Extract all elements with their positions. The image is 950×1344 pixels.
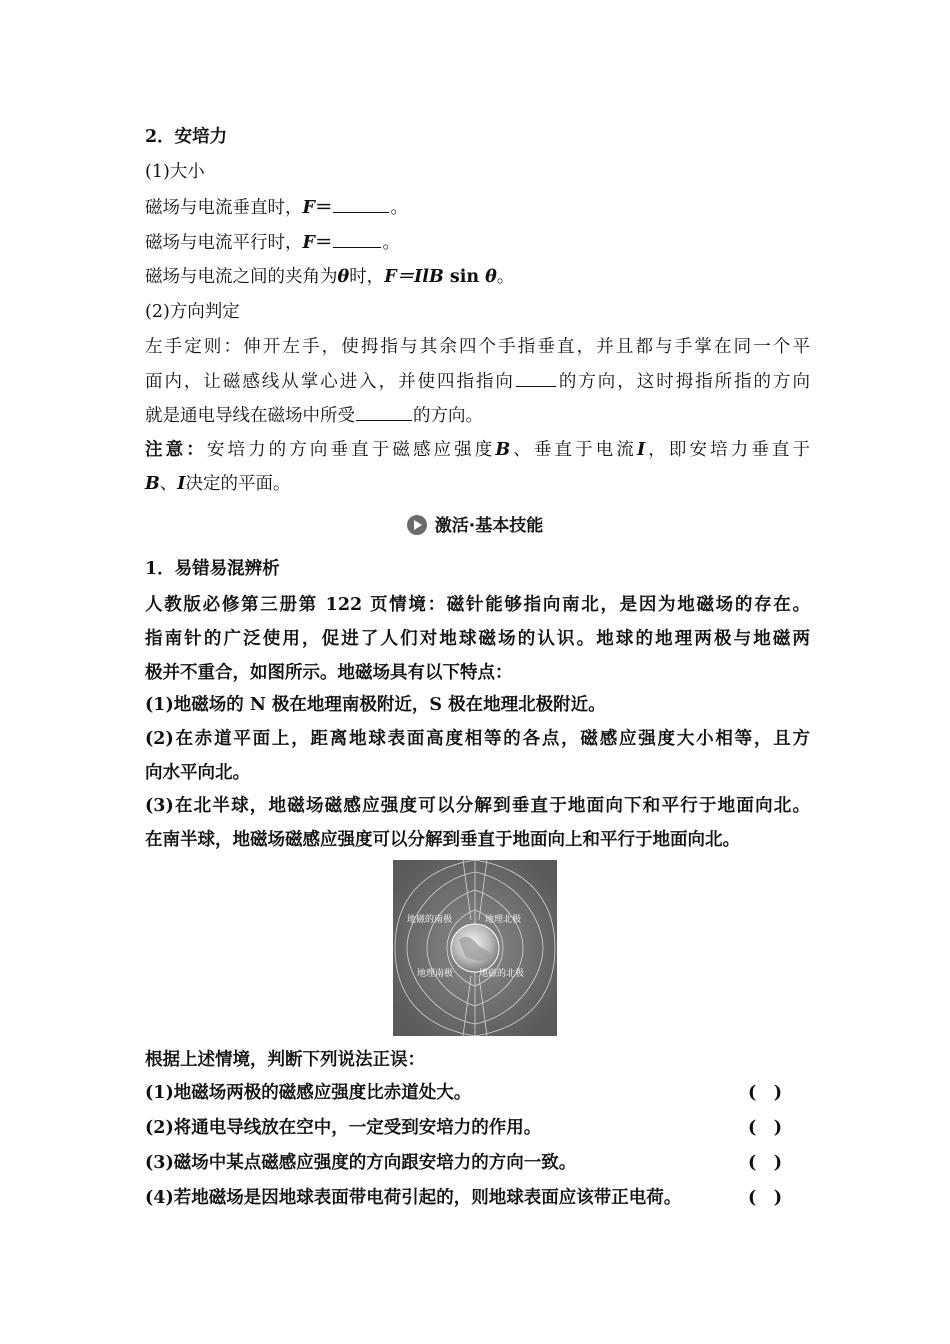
- note-text: 安培力的方向垂直于磁感应强度: [206, 440, 496, 460]
- statement-4: (4)若地磁场是因地球表面带电荷引起的，则地球表面应该带正电荷。: [145, 1188, 682, 1208]
- equals-sign: ＝: [314, 233, 333, 253]
- period: 。: [496, 267, 515, 287]
- answer-blank[interactable]: [333, 230, 381, 248]
- var-b: B: [495, 440, 511, 460]
- activate-title: 激活·基本技能: [434, 516, 544, 536]
- rule-text: 就是通电导线在磁场中所受: [145, 406, 355, 426]
- feature-3-line-1: (3)在北半球，地磁场磁感应强度可以分解到垂直于地面向下和平行于地面向北。: [145, 796, 810, 816]
- answer-blank[interactable]: [356, 403, 412, 421]
- left-hand-rule-line-1: 左手定则：伸开左手，使拇指与其余四个手指垂直，并且都与手掌在同一个平: [145, 337, 810, 357]
- statement-1: (1)地磁场两极的磁感应强度比赤道处大。: [145, 1083, 472, 1103]
- note-line-1: [145, 438, 810, 462]
- parallel-text: 磁场与电流平行时，: [145, 233, 303, 253]
- subheading-size: (1)大小: [145, 162, 205, 182]
- answer-parentheses[interactable]: ( ): [748, 1083, 783, 1103]
- field-lines-diagram: [393, 860, 557, 1036]
- rule-text: 的方向，这时拇指所指的方向: [556, 372, 810, 392]
- left-hand-rule-line-3: [145, 403, 810, 428]
- label-geomagnetic-north: 地磁的北极: [479, 969, 525, 979]
- play-circle-icon: [407, 515, 427, 535]
- statement-2: (2)将通电导线放在空中，一定受到安培力的作用。: [145, 1118, 542, 1138]
- answer-parentheses[interactable]: ( ): [748, 1153, 783, 1173]
- rule-text: 的方向。: [413, 406, 483, 426]
- var-b: B: [145, 474, 160, 494]
- section-heading-error-analysis: 1．易错易混辨析: [145, 559, 280, 579]
- feature-2-line-1: (2)在赤道平面上，距离地球表面高度相等的各点，磁感应强度大小相等，且方: [145, 729, 810, 749]
- angle-mid-text: 时，: [349, 267, 385, 287]
- subheading-direction: (2)方向判定: [145, 302, 240, 322]
- answer-blank[interactable]: [333, 195, 389, 213]
- label-geographic-south: 地理南极: [417, 969, 454, 979]
- note-label: 注意：: [145, 440, 207, 460]
- theta-symbol: θ: [485, 267, 497, 287]
- section-heading-ampere-force: 2．安培力: [145, 127, 228, 147]
- period: 。: [390, 198, 408, 218]
- answer-parentheses[interactable]: ( ): [748, 1188, 783, 1208]
- answer-parentheses[interactable]: ( ): [748, 1118, 783, 1138]
- judge-intro: 根据上述情境，判断下列说法正误：: [145, 1050, 425, 1070]
- note-line-2: [145, 472, 810, 496]
- statement-3: (3)磁场中某点磁感应强度的方向跟安培力的方向一致。: [145, 1153, 577, 1173]
- force-var: F: [302, 198, 315, 218]
- answer-blank[interactable]: [516, 369, 556, 387]
- force-var: F: [302, 233, 315, 253]
- formula-lhs: F＝IlB: [384, 267, 444, 287]
- angle-text: 磁场与电流之间的夹角为: [145, 267, 338, 287]
- feature-3-line-2: 在南半球，地磁场磁感应强度可以分解到垂直于地面向上和平行于地面向北。: [145, 830, 740, 850]
- note-text: ，即安培力垂直于: [645, 440, 811, 460]
- period: 。: [382, 233, 400, 253]
- separator: 、: [159, 474, 178, 494]
- perpendicular-text: 磁场与电流垂直时，: [145, 198, 303, 218]
- context-line-1: 人教版必修第三册第 122 页情境：磁针能够指向南北，是因为地磁场的存在。: [145, 595, 810, 615]
- label-geomagnetic-south: 地磁的南极: [407, 915, 453, 925]
- note-text: 、垂直于电流: [510, 440, 637, 460]
- earth-magnetic-field-figure: [393, 860, 557, 1036]
- var-i: I: [636, 440, 646, 460]
- parallel-line: [145, 230, 810, 255]
- angle-line: [145, 265, 810, 289]
- theta-symbol: θ: [337, 267, 350, 287]
- feature-2-line-2: 向水平向北。: [145, 763, 250, 783]
- context-line-3: 极并不重合，如图所示。地磁场具有以下特点：: [145, 663, 513, 683]
- context-line-2: 指南针的广泛使用，促进了人们对地球磁场的认识。地球的地理两极与地磁两: [145, 629, 810, 649]
- left-hand-rule-line-2: [145, 369, 810, 394]
- note-text: 决定的平面。: [185, 474, 291, 494]
- rule-text: 面内，让磁感线从掌心进入，并使四指指向: [145, 372, 515, 392]
- label-geographic-north: 地理北极: [485, 915, 522, 925]
- equals-sign: ＝: [314, 198, 333, 218]
- feature-1: (1)地磁场的 N 极在地理南极附近，S 极在地理北极附近。: [145, 695, 606, 715]
- var-i: I: [177, 474, 186, 494]
- activate-skills-heading: [0, 514, 950, 538]
- formula-sin: sin: [443, 267, 486, 287]
- perpendicular-line: [145, 195, 810, 220]
